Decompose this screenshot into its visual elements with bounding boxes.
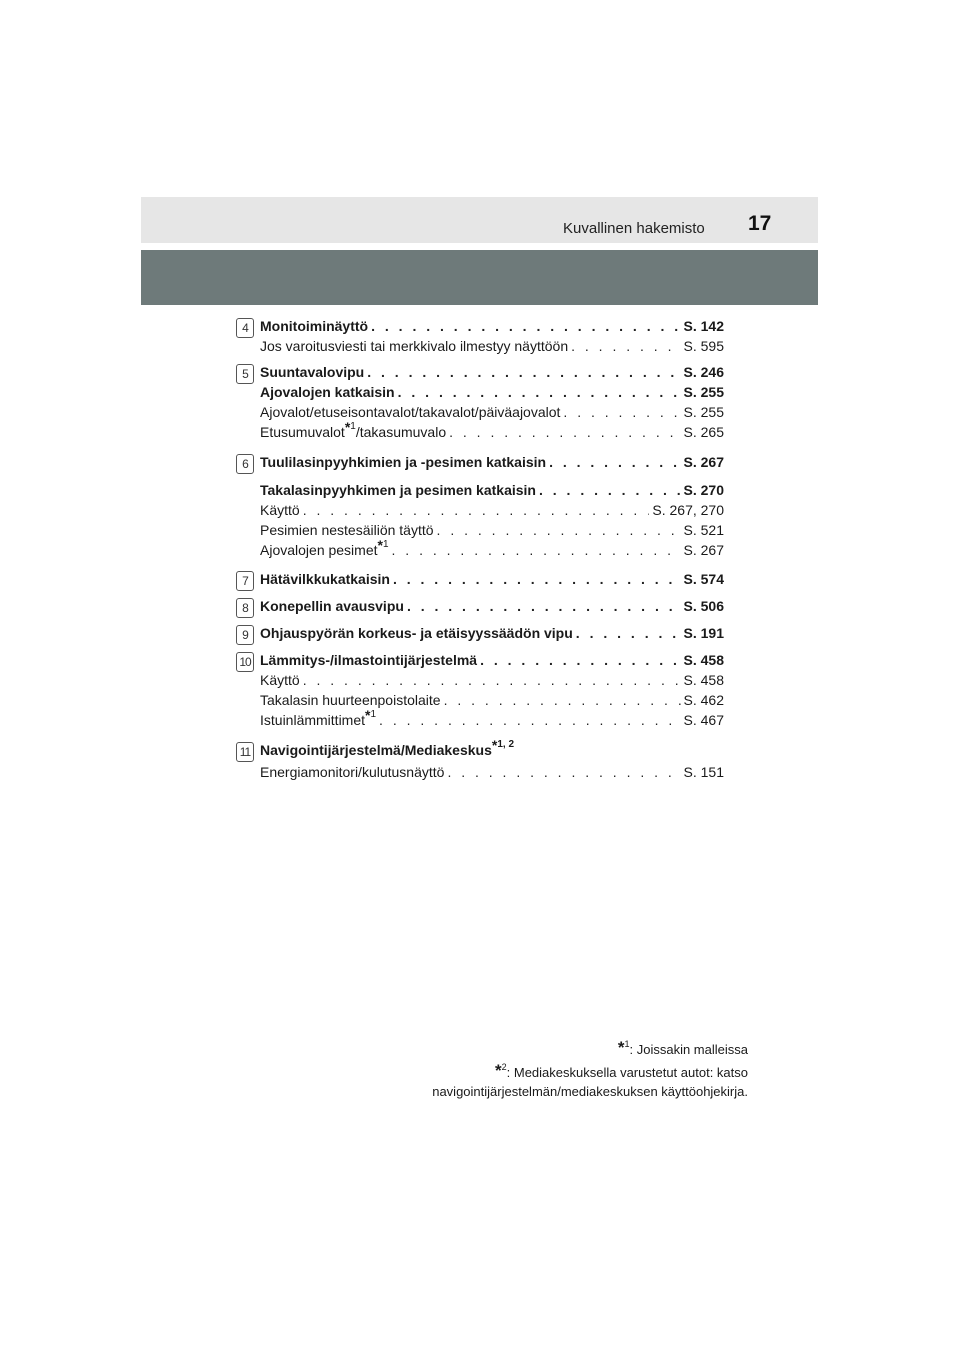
dot-leader	[437, 520, 681, 540]
entry-title: Ajovalojen katkaisin	[260, 384, 395, 400]
section-number-badge: 7	[236, 571, 254, 591]
entry-title: Pesimien nestesäiliön täyttö	[260, 522, 434, 538]
index-entry[interactable]	[260, 537, 724, 562]
page-reference: S. 191	[683, 625, 724, 641]
index-entry[interactable]	[260, 480, 724, 500]
entry-title: Hätävilkkukatkaisin	[260, 571, 390, 587]
index-entry[interactable]	[260, 382, 724, 402]
index-list	[236, 316, 724, 782]
entry-title: Käyttö	[260, 672, 300, 688]
page-reference: S. 458	[683, 652, 724, 668]
page-reference: S. 265	[683, 424, 724, 440]
page-reference: S. 574	[683, 571, 724, 587]
index-entry[interactable]	[260, 419, 724, 444]
page-reference: S. 142	[683, 318, 724, 334]
index-entry[interactable]	[260, 569, 724, 589]
index-section-5	[236, 362, 724, 444]
page-reference: S. 595	[683, 338, 724, 354]
index-entry[interactable]	[260, 402, 724, 422]
index-section-8	[236, 596, 724, 616]
page-reference: S. 462	[683, 692, 724, 708]
dot-leader	[398, 382, 681, 402]
page-reference: S. 458	[683, 672, 724, 688]
dot-leader	[449, 422, 680, 442]
dot-leader	[392, 540, 681, 560]
index-entry[interactable]	[260, 362, 724, 382]
entry-title: Tuulilasinpyyhkimien ja -pesimen katkaisin	[260, 454, 547, 470]
header-band	[141, 197, 818, 243]
index-entry[interactable]	[260, 452, 724, 472]
page-title: Kuvallinen hakemisto	[563, 220, 705, 237]
page-reference: S. 267	[683, 542, 724, 558]
index-section-4	[236, 316, 724, 356]
dot-leader	[379, 710, 680, 730]
index-section-6	[236, 452, 724, 562]
entry-title: Takalasinpyyhkimen ja pesimen katkaisin	[260, 482, 536, 498]
dot-leader	[367, 362, 680, 382]
dot-leader	[576, 623, 681, 643]
dot-leader	[407, 596, 681, 616]
entry-title: Etusumuvalot*$^1$/takasumuvalo	[260, 419, 447, 440]
dot-leader	[447, 762, 680, 782]
entry-title: Ohjauspyörän korkeus- ja etäisyyssäädön vipu	[260, 625, 573, 641]
index-entry[interactable]	[260, 670, 724, 690]
page-reference: S. 267, 270	[652, 502, 724, 518]
entry-title: Lämmitys-/ilmastointijärjestelmä	[260, 652, 478, 668]
page-reference: S. 506	[683, 598, 724, 614]
dot-leader	[303, 670, 681, 690]
page-reference: S. 467	[683, 712, 724, 728]
index-entry[interactable]	[260, 762, 724, 782]
index-entry[interactable]	[260, 690, 724, 710]
page-reference: S. 255	[683, 404, 724, 420]
section-number-badge: 9	[236, 625, 254, 645]
dot-leader	[563, 402, 680, 422]
section-banner	[141, 250, 818, 305]
dot-leader	[444, 690, 681, 710]
index-section-11	[236, 737, 724, 782]
entry-title: Jos varoitusviesti tai merkkivalo ilmestyy näyttöön	[260, 338, 569, 354]
section-number-badge: 4	[236, 318, 254, 338]
index-entry[interactable]	[260, 316, 724, 336]
dot-leader	[371, 316, 680, 336]
section-number-badge: 6	[236, 454, 254, 474]
index-section-9	[236, 623, 724, 643]
entry-title: Navigointijärjestelmä/Mediakeskus*$^{1, 2}$	[260, 737, 515, 758]
entry-title: Käyttö	[260, 502, 300, 518]
page-reference: S. 246	[683, 364, 724, 380]
entry-title: Energiamonitori/kulutusnäyttö	[260, 764, 445, 780]
index-entry[interactable]	[260, 650, 724, 670]
page-number: 17	[748, 212, 772, 235]
entry-title: Istuinlämmittimet*$^1$	[260, 707, 377, 728]
entry-title: Monitoiminäyttö	[260, 318, 369, 334]
entry-title: Takalasin huurteenpoistolaite	[260, 692, 441, 708]
index-entry[interactable]	[260, 336, 724, 356]
footnote-1: *$^1$: Joissakin malleissa	[617, 1038, 748, 1057]
entry-title: Suuntavalovipu	[260, 364, 365, 380]
dot-leader	[571, 336, 680, 356]
index-entry[interactable]	[260, 737, 724, 762]
dot-leader	[393, 569, 681, 589]
entry-title: Konepellin avausvipu	[260, 598, 404, 614]
index-entry[interactable]	[260, 707, 724, 732]
index-section-7	[236, 569, 724, 589]
page-reference: S. 521	[683, 522, 724, 538]
dot-leader	[480, 650, 680, 670]
index-entry[interactable]	[260, 500, 724, 520]
page-reference: S. 267	[683, 454, 724, 470]
section-number-badge: 10	[236, 652, 254, 672]
section-number-badge: 5	[236, 364, 254, 384]
dot-leader	[539, 480, 681, 500]
section-number-badge: 8	[236, 598, 254, 618]
page-reference: S. 270	[683, 482, 724, 498]
dot-leader	[549, 452, 680, 472]
page-reference: S. 255	[683, 384, 724, 400]
section-number-badge: 11	[236, 742, 254, 762]
page-reference: S. 151	[683, 764, 724, 780]
entry-title: Ajovalojen pesimet*$^1$	[260, 537, 389, 558]
index-entry[interactable]	[260, 596, 724, 616]
entry-title: Ajovalot/etuseisontavalot/takavalot/päiväajovalot	[260, 404, 561, 420]
index-section-10	[236, 650, 724, 732]
footnote-2-line2: navigointijärjestelmän/mediakeskuksen käyttöohjekirja.	[432, 1084, 748, 1099]
index-entry[interactable]	[260, 623, 724, 643]
dot-leader	[303, 500, 650, 520]
index-entry[interactable]	[260, 520, 724, 540]
footnotes	[432, 1040, 748, 1101]
footnote-2: *$^2$: Mediakeskuksella varustetut autot: katso	[495, 1061, 748, 1080]
